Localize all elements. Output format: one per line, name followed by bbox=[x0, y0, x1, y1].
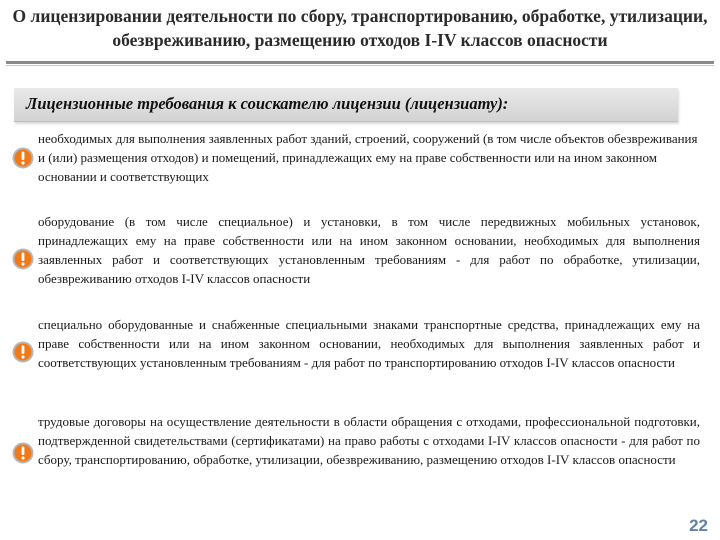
title-divider bbox=[6, 61, 714, 64]
page-number: 22 bbox=[689, 516, 708, 535]
title-divider-light bbox=[6, 65, 714, 66]
list-item-text: специально оборудованные и снабженные специальными знаками транспортные средства, принадлежащих ему на праве собственности или на ином законном основании, необходимых для выполнения заявленных работ и соответствующих установленным требованиям - для работ по транспортированию отходов I-IV классов опасности bbox=[38, 317, 700, 370]
warning-icon bbox=[12, 248, 34, 270]
slide-title: О лицензировании деятельности по сбору, транспортированию, обработке, утилизации, обезвреживанию, размещению отходов I-IV классов опасности bbox=[12, 6, 708, 50]
list-item-text: необходимых для выполнения заявленных работ зданий, строений, сооружений (в том числе объектов обезвреживания и (или) размещения отходов) и помещений, принадлежащих ему на праве собственности или на ином законном основании и соответствующих bbox=[38, 131, 698, 184]
list-item-text: оборудование (в том числе специальное) и установки, в том числе передвижных мобильных установок, принадлежащих ему на праве собственности или на ином законном основании, необходимых для выполнения заявленных работ и соответствующих установленным требованиям - для работ по обработке, утилизации, обезвреживанию отходов I-IV классов опасности bbox=[38, 214, 700, 286]
list-item-text: трудовые договоры на осуществление деятельности в области обращения с отходами, профессиональной подготовки, подтвержденной свидетельствами (сертификатами) на право работы с отходами I-IV классов опасности - для работ по сбору, транспортированию, обработке, утилизации, обезвреживанию, размещению отходов I-IV классов опасности bbox=[38, 414, 700, 467]
subheader-banner bbox=[14, 88, 678, 122]
subheader-text: Лицензионные требования к соискателю лицензии (лицензиату): bbox=[26, 94, 509, 113]
warning-icon bbox=[12, 442, 34, 464]
warning-icon bbox=[12, 341, 34, 363]
warning-icon bbox=[12, 147, 34, 169]
